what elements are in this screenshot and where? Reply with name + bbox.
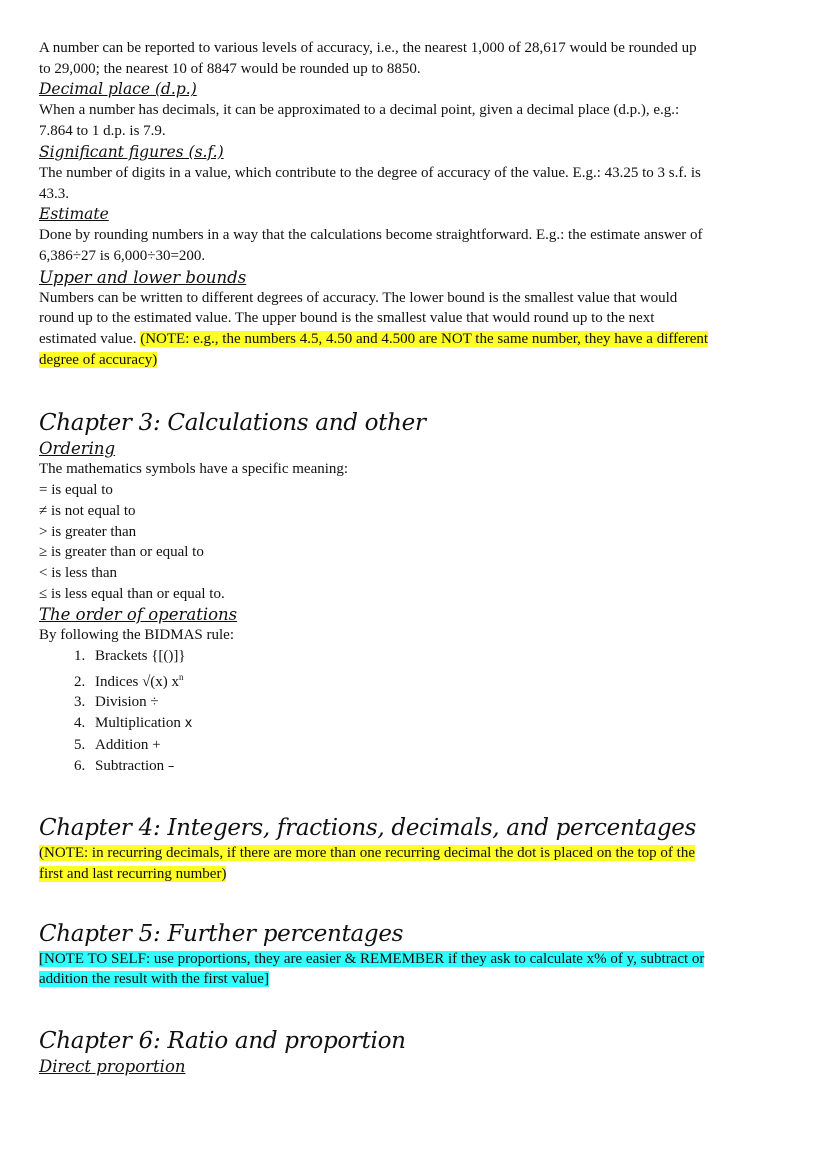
significant-figures-heading: Significant figures (s.f.) xyxy=(39,142,224,161)
order-intro: By following the BIDMAS rule: xyxy=(39,627,234,644)
symbol-item: ≠ is not equal to xyxy=(39,502,136,519)
bounds-note-highlight: (NOTE: e.g., the numbers 4.5, 4.50 and 4.500 are NOT the same number, they have a different xyxy=(140,331,709,348)
est-line-1: Done by rounding numbers in a way that the calculations become straightforward. E.g.: the estimate answer of xyxy=(39,227,703,244)
direct-proportion-heading: Direct proportion xyxy=(39,1057,186,1077)
ch4-note-line-1: (NOTE: in recurring decimals, if there are more than one recurring decimal the dot is placed on the top of the xyxy=(39,845,696,862)
bounds-line-1: Numbers can be written to different degrees of accuracy. The lower bound is the smallest value that would xyxy=(39,289,678,306)
list-item: 6. Subtraction – xyxy=(89,756,791,778)
est-line-2: 6,386÷27 is 6,000÷30=200. xyxy=(39,247,206,264)
bounds-line-2: round up to the estimated value. The upper bound is the smallest value that would round up to the next xyxy=(39,310,655,327)
chapter-5-title: Chapter 5: Further percentages xyxy=(39,920,404,947)
symbol-item: = is equal to xyxy=(39,482,113,499)
intro-text xyxy=(39,38,791,79)
chapter-4-note xyxy=(39,843,791,884)
dp-line-2: 7.864 to 1 d.p. is 7.9. xyxy=(39,123,166,140)
ordering-heading: Ordering xyxy=(39,439,116,459)
chapter-6-title: Chapter 6: Ratio and proportion xyxy=(39,1028,406,1055)
bounds-line-3: estimated value. xyxy=(39,331,141,348)
ch5-note-line-1: [NOTE TO SELF: use proportions, they are easier & REMEMBER if they ask to calculate x% of y, subtract or xyxy=(39,950,705,967)
chapter-5-note xyxy=(39,949,791,990)
list-item: 3. Division ÷ xyxy=(89,692,791,713)
dp-line-1: When a number has decimals, it can be approximated to a decimal point, given a decimal place (d.p.), e.g.: xyxy=(39,102,680,119)
bounds-heading: Upper and lower bounds xyxy=(39,267,247,287)
ch4-note-line-2: first and last recurring number) xyxy=(39,865,227,882)
symbol-item: < is less than xyxy=(39,564,118,581)
intro-line-1: A number can be reported to various levels of accuracy, i.e., the nearest 1,000 of 28,617 would be rounded up xyxy=(39,40,697,56)
estimate-heading: Estimate xyxy=(39,205,109,224)
symbol-item: > is greater than xyxy=(39,523,137,540)
ordering-intro: The mathematics symbols have a specific meaning: xyxy=(39,461,349,478)
decimal-place-heading: Decimal place (d.p.) xyxy=(39,80,197,99)
estimate-text xyxy=(39,225,791,266)
list-item: 5. Addition + xyxy=(89,735,791,756)
list-item: 2. Indices √(x) $x^n$ xyxy=(89,667,791,693)
sf-line-1: The number of digits in a value, which contribute to the degree of accuracy of the value. E.g.: 43.25 to 3 s.f. is xyxy=(39,164,701,181)
order-of-operations-heading: The order of operations xyxy=(39,605,238,625)
bidmas-list xyxy=(39,646,791,777)
bounds-text xyxy=(39,288,791,371)
list-item: 4. Multiplication x xyxy=(89,713,791,735)
notes-page xyxy=(39,38,791,1077)
list-item: 1. Brackets {[()]} xyxy=(89,646,791,667)
sf-line-2: 43.3. xyxy=(39,185,69,202)
ch5-note-line-2: addition the result with the first value] xyxy=(39,971,269,988)
bounds-note-highlight-end: degree of accuracy) xyxy=(39,351,158,368)
symbol-item: ≥ is greater than or equal to xyxy=(39,544,204,561)
chapter-3-title: Chapter 3: Calculations and other xyxy=(39,410,426,437)
chapter-4-title: Chapter 4: Integers, fractions, decimals, and percentages xyxy=(39,815,697,842)
decimal-place-text xyxy=(39,100,791,141)
symbol-list xyxy=(39,480,791,604)
intro-line-2: to 29,000; the nearest 10 of 8847 would be rounded up to 8850. xyxy=(39,60,421,77)
symbol-item: ≤ is less equal than or equal to. xyxy=(39,585,225,602)
significant-figures-text xyxy=(39,163,791,204)
